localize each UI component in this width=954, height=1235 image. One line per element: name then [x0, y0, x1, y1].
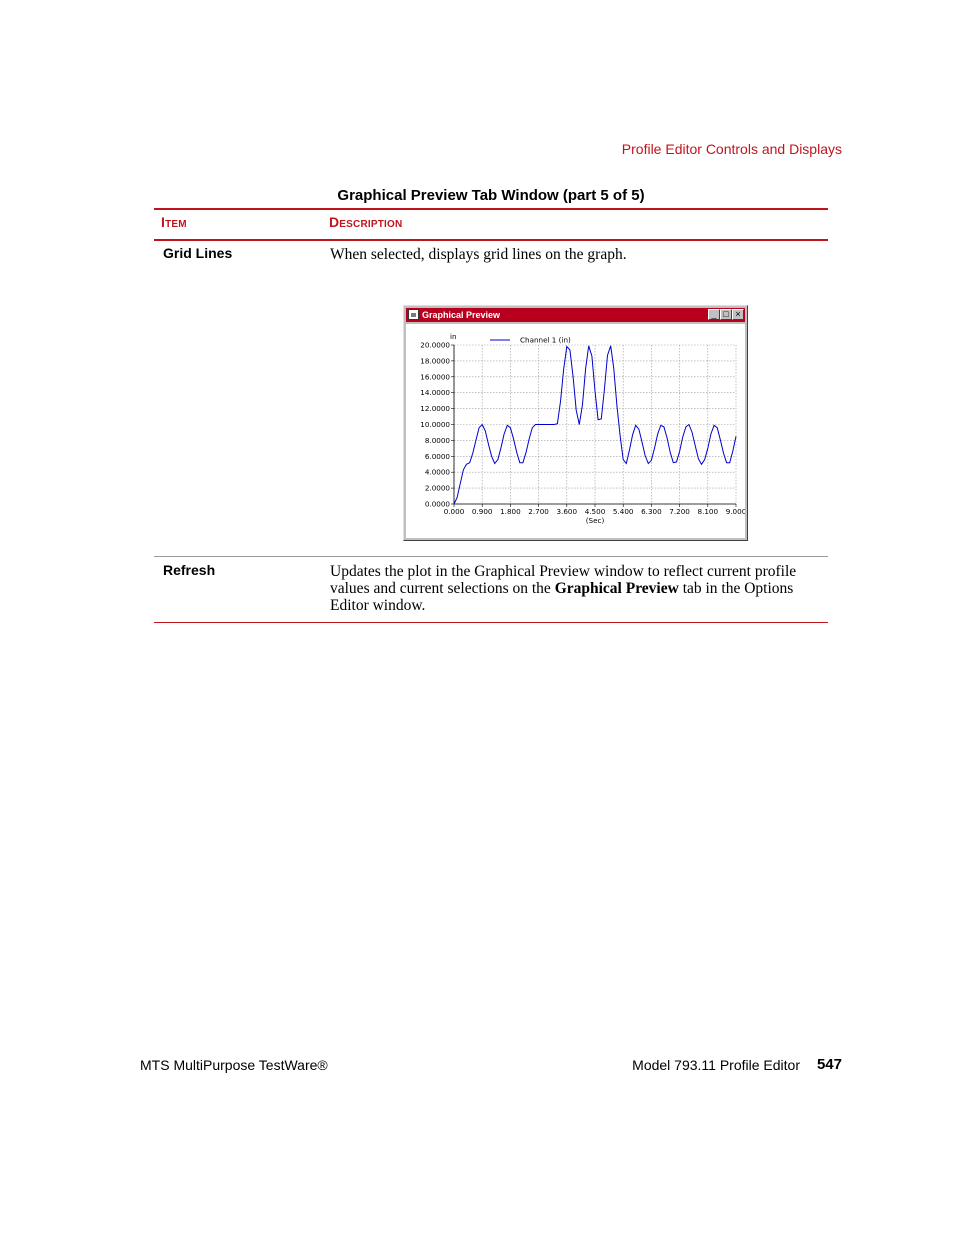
y-tick-label: 16.0000 — [420, 372, 450, 382]
row-item-refresh: Refresh — [163, 562, 216, 578]
window-title: Graphical Preview — [422, 310, 501, 320]
y-tick-label: 18.0000 — [420, 356, 450, 366]
x-axis-label: (Sec) — [585, 516, 605, 525]
x-tick-label: 8.100 — [697, 507, 719, 516]
refresh-desc-bold: Graphical Preview — [554, 580, 679, 597]
footer-product: MTS MultiPurpose TestWare® — [140, 1057, 328, 1073]
section-header: Profile Editor Controls and Displays — [621, 141, 842, 157]
y-axis-label: in — [450, 332, 457, 341]
row-item-grid-lines: Grid Lines — [163, 245, 233, 261]
x-tick-label: 4.500 — [584, 507, 606, 516]
x-tick-label: 0.900 — [471, 507, 493, 516]
window-titlebar — [406, 308, 745, 322]
y-tick-label: 6.0000 — [424, 451, 450, 461]
column-header-item: Item — [161, 214, 187, 230]
x-tick-label: 0.000 — [443, 507, 465, 516]
header-bottom-rule — [154, 239, 828, 241]
minimize-button[interactable]: _ — [708, 309, 720, 320]
x-tick-label: 6.300 — [641, 507, 662, 516]
x-tick-label: 3.600 — [556, 507, 578, 516]
y-tick-label: 0.0000 — [424, 499, 450, 509]
table-bottom-rule — [154, 622, 828, 623]
refresh-desc-text-2: tab in the Options Editor window. — [330, 580, 794, 614]
row-description-grid-lines: When selected, displays grid lines on the graph. — [330, 246, 627, 263]
x-tick-label: 9.000 — [725, 507, 745, 516]
y-tick-label: 12.0000 — [420, 404, 450, 414]
plot-area — [406, 324, 745, 538]
page-number: 547 — [816, 1056, 842, 1073]
x-tick-label: 5.400 — [612, 507, 634, 516]
row-divider — [154, 556, 828, 557]
window-app-icon — [408, 309, 419, 320]
legend-label: Channel 1 (in) — [520, 335, 571, 345]
x-tick-label: 1.800 — [500, 507, 521, 516]
table-title: Graphical Preview Tab Window (part 5 of 5) — [337, 187, 645, 204]
refresh-desc-text-1: Updates the plot in the Graphical Preview window to reflect current profile values and current selections on the — [330, 563, 797, 597]
column-header-description: Description — [329, 214, 403, 230]
close-button[interactable]: × — [732, 309, 744, 320]
footer-model: Model 793.11 Profile Editor — [632, 1057, 800, 1073]
line-chart — [406, 324, 745, 538]
y-tick-label: 8.0000 — [424, 435, 450, 445]
y-tick-label: 4.0000 — [424, 467, 450, 477]
y-tick-label: 14.0000 — [420, 388, 450, 398]
x-tick-label: 7.200 — [669, 507, 690, 516]
table-top-rule — [154, 208, 828, 210]
y-tick-label: 20.0000 — [420, 340, 450, 350]
y-tick-label: 10.0000 — [420, 420, 450, 429]
graphical-preview-window — [403, 305, 748, 541]
x-tick-label: 2.700 — [528, 507, 549, 516]
row-description-refresh — [330, 563, 820, 614]
y-tick-label: 2.0000 — [424, 483, 450, 493]
maximize-button[interactable]: □ — [720, 309, 732, 320]
